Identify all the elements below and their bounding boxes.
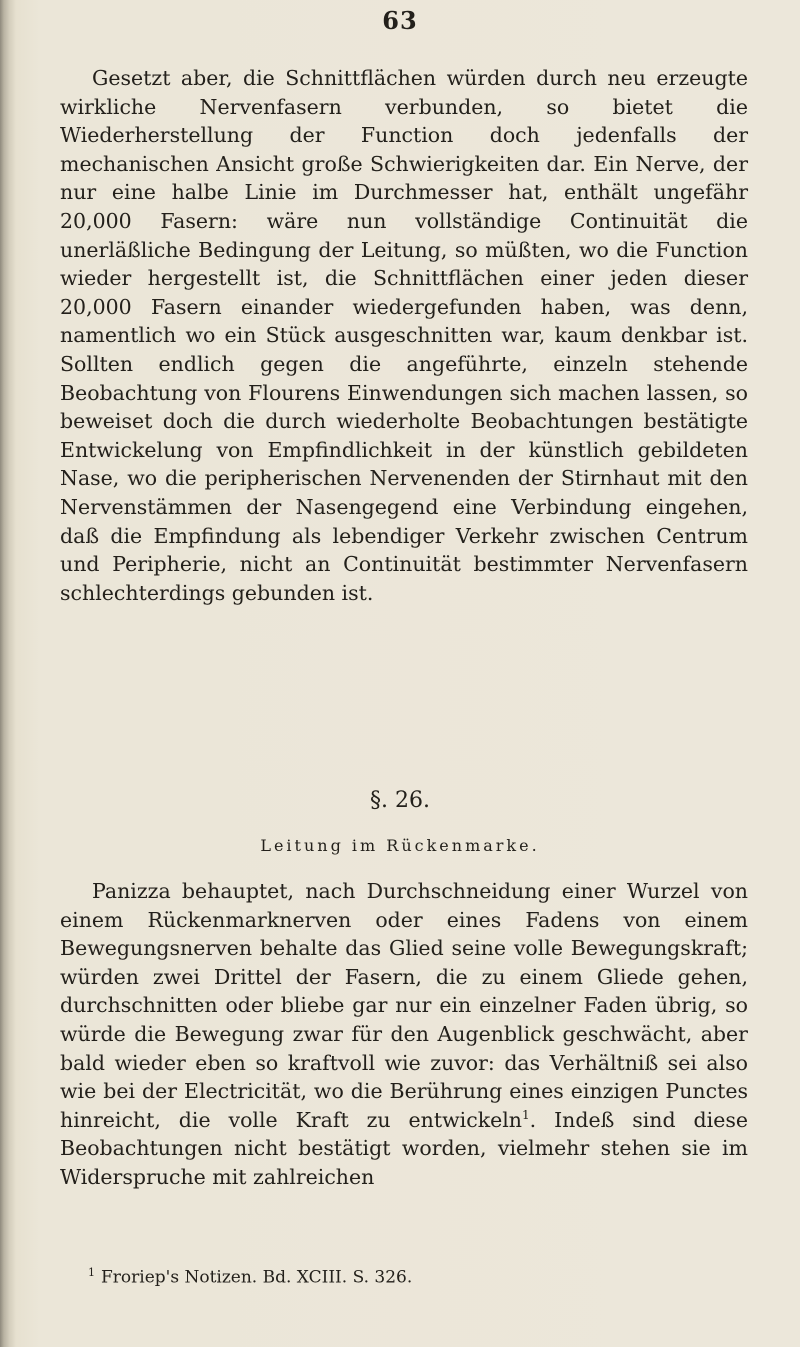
section-title: Leitung im Rückenmarke. — [260, 836, 540, 855]
paragraph-panizza — [60, 877, 748, 1192]
paragraph-panizza-text — [60, 877, 748, 1192]
paragraph-text: Gesetzt aber, die Schnittflächen würden durch neu erzeugte wirkliche Nervenfasern verbunden, so bietet die Wiederherstellung der Function doch jedenfalls der mechanischen Ansicht große Schwierigkeiten dar. Ein Nerve, der nur eine halbe Linie im Durchmesser hat, enthält ungefähr 20,000 Fasern: wäre nun vollständige Continuität die unerläßliche Bedingung der Leitung, so müßten, wo die Function wieder hergestellt ist, die Schnittflächen einer jeden dieser 20,000 Fasern einander wiedergefunden haben, was denn, namentlich wo ein Stück ausgeschnitten war, kaum denkbar ist. Sollten endlich gegen die angeführte, einzeln stehende Beobachtung von Flourens Einwendungen sich machen lassen, so beweiset doch die durch wiederholte Beobachtungen bestätigte Entwickelung von Empfindlichkeit in der künstlich gebildeten Nase, wo die peripherischen Nervenenden der Stirnhaut mit den Nervenstämmen der Nasengegend eine Verbindung eingehen, daß die Empfindung als lebendiger Verkehr zwischen Centrum und Peripherie, nicht an Continuität bestimmter Nervenfasern schlechterdings gebunden ist. — [60, 66, 748, 605]
paragraph-panizza-main: Panizza behauptet, nach Durchschneidung einer Wurzel von einem Rückenmarknerven oder eines Fadens von einem Bewegungsnerven behalte das Glied seine volle Bewegungskraft; würden zwei Drittel der Fasern, die zu einem Gliede gehen, durchschnitten oder bliebe gar nur ein einzelner Faden übrig, so würde die Bewegung zwar für den Augenblick geschwächt, aber bald wieder eben so kraftvoll wie zuvor: das Verhältniß sei also wie bei der Electricität, wo die Berührung eines einzigen Punctes hinreicht, die volle Kraft zu entwickeln — [60, 879, 748, 1132]
section-number: §. 26. — [370, 788, 430, 813]
paragraph-panizza-continuation: . Indeß sind diese Beobachtungen nicht bestätigt worden, vielmehr stehen sie im Widerspruche mit zahlreichen — [60, 1107, 748, 1189]
footnote — [88, 1262, 748, 1289]
paragraph-continuation — [60, 64, 748, 607]
footnote-mark: 1 — [88, 1266, 95, 1279]
page-number: 63 — [382, 6, 418, 35]
book-gutter-shadow — [0, 0, 16, 1347]
footnote-text: Froriep's Notizen. Bd. XCIII. S. 326. — [101, 1267, 413, 1288]
footnote-reference: 1 — [522, 1107, 530, 1122]
